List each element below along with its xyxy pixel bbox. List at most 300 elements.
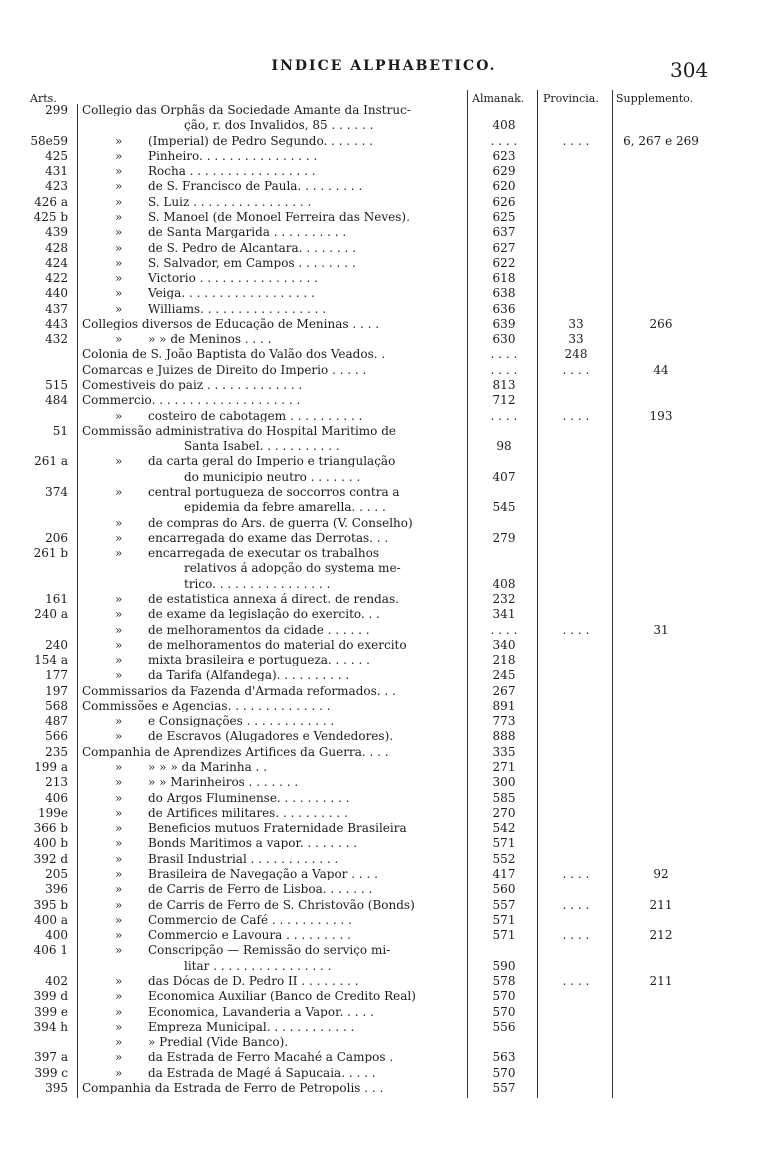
almanak-page: 623 xyxy=(492,148,516,163)
entry-text: Economica, Lavanderia a Vapor. . . . . xyxy=(148,1005,374,1018)
almanak-page: 627 xyxy=(492,240,516,255)
table-row xyxy=(0,226,768,238)
art-number: 432 xyxy=(45,332,68,347)
entry-text: Companhia de Aprendizes Artifices da Guerra. . . . xyxy=(82,745,389,758)
provincia-page: 33 xyxy=(568,316,584,331)
entry-text: de Artifices militares. . . . . . . . . . xyxy=(148,806,348,819)
almanak-page: 270 xyxy=(492,805,516,820)
almanak-page: 98 xyxy=(496,439,512,454)
art-number: 428 xyxy=(45,240,68,255)
table-row xyxy=(0,746,768,758)
entry-text: Commercio de Café . . . . . . . . . . . xyxy=(148,913,352,926)
table-row xyxy=(0,929,768,941)
ditto-mark: » xyxy=(115,989,123,1004)
entry-text: S. Luiz . . . . . . . . . . . . . . . . xyxy=(148,195,312,208)
entry-text: do Argos Fluminense. . . . . . . . . . xyxy=(148,791,350,804)
ditto-mark: » xyxy=(115,148,123,163)
almanak-page: 570 xyxy=(492,989,516,1004)
entry-text: (Imperial) de Pedro Segundo. . . . . . . xyxy=(148,134,374,147)
almanak-page: 571 xyxy=(492,836,516,851)
almanak-page: 773 xyxy=(492,714,516,729)
entry-text: de S. Pedro de Alcantara. . . . . . . . xyxy=(148,241,356,254)
art-number: 206 xyxy=(45,530,68,545)
entry-text: Pinheiro. . . . . . . . . . . . . . . . xyxy=(148,149,318,162)
ditto-mark: » xyxy=(115,637,123,652)
ditto-mark: » xyxy=(115,622,123,637)
art-number: 366 b xyxy=(33,821,68,836)
table-row xyxy=(0,410,768,422)
table-row xyxy=(0,455,768,467)
entry-text: Brasileira de Navegação a Vapor . . . . xyxy=(148,868,378,880)
table-row xyxy=(0,272,768,284)
ditto-mark: » xyxy=(115,408,123,423)
art-number: 406 1 xyxy=(33,943,68,958)
entry-text: central portugueza de soccorros contra a xyxy=(148,486,400,498)
table-row xyxy=(0,501,768,513)
art-number: 426 a xyxy=(34,194,68,209)
table-row xyxy=(0,944,768,956)
entry-text: de S. Francisco de Paula. . . . . . . . . xyxy=(148,180,363,193)
entry-text: Bonds Maritimos a vapor. . . . . . . . xyxy=(148,837,358,850)
art-number: 51 xyxy=(52,423,68,438)
page-title: INDICE ALPHABETICO. xyxy=(271,58,497,74)
table-row xyxy=(0,165,768,177)
table-row xyxy=(0,119,768,131)
art-number: 487 xyxy=(45,714,68,729)
table-row xyxy=(0,914,768,926)
almanak-page: . . . . xyxy=(490,133,518,148)
art-number: 58e59 xyxy=(30,133,68,148)
column-header-provincia: Provincia. xyxy=(543,92,599,105)
almanak-page: 542 xyxy=(492,821,516,836)
art-number: 443 xyxy=(45,316,68,331)
ditto-mark: » xyxy=(115,515,123,530)
almanak-page: 408 xyxy=(492,118,516,133)
entry-text: Commercio e Lavoura . . . . . . . . . xyxy=(148,929,351,942)
provincia-page: 33 xyxy=(568,332,584,347)
art-number: 424 xyxy=(45,255,68,270)
almanak-page: 563 xyxy=(492,1050,516,1065)
almanak-page: 407 xyxy=(492,469,516,484)
ditto-mark: » xyxy=(115,836,123,851)
art-number: 394 h xyxy=(33,1019,68,1034)
table-row xyxy=(0,471,768,483)
ditto-mark: » xyxy=(115,821,123,836)
ditto-mark: » xyxy=(115,209,123,224)
ditto-mark: » xyxy=(115,897,123,912)
art-number: 439 xyxy=(45,225,68,240)
almanak-page: 300 xyxy=(492,775,516,790)
almanak-page: 571 xyxy=(492,928,516,943)
art-number: 199 a xyxy=(34,760,68,775)
table-row xyxy=(0,547,768,559)
table-row xyxy=(0,1051,768,1063)
almanak-page: 570 xyxy=(492,1004,516,1019)
ditto-mark: » xyxy=(115,653,123,668)
entry-text: Victorio . . . . . . . . . . . . . . . . xyxy=(148,272,318,285)
almanak-page: 620 xyxy=(492,179,516,194)
art-number: 399 c xyxy=(34,1065,68,1080)
almanak-page: 557 xyxy=(492,1080,516,1095)
entry-text: Collegios diversos de Educação de Meninas . . . . xyxy=(82,317,380,330)
ditto-mark: » xyxy=(115,286,123,301)
table-row xyxy=(0,562,768,574)
entry-text: Colonia de S. João Baptista do Valão dos Veados. . xyxy=(82,348,386,361)
almanak-page: 813 xyxy=(492,378,516,393)
table-row xyxy=(0,394,768,406)
ditto-mark: » xyxy=(115,760,123,775)
supplemento-page: 211 xyxy=(649,973,673,988)
ditto-mark: » xyxy=(115,607,123,622)
supplemento-page: 193 xyxy=(649,408,673,423)
entry-text: da Estrada de Ferro Macahé a Campos . xyxy=(148,1051,394,1064)
entry-text: costeiro de cabotagem . . . . . . . . . . xyxy=(148,409,363,422)
art-number: 400 xyxy=(45,928,68,943)
art-number: 396 xyxy=(45,882,68,897)
ditto-mark: » xyxy=(115,1035,123,1050)
almanak-page: . . . . xyxy=(490,362,518,377)
ditto-mark: » xyxy=(115,164,123,179)
table-row xyxy=(0,348,768,360)
ditto-mark: » xyxy=(115,301,123,316)
entry-text: da carta geral do Imperio e triangulação xyxy=(148,455,396,468)
ditto-mark: » xyxy=(115,454,123,469)
almanak-page: 636 xyxy=(492,301,516,316)
almanak-page: 545 xyxy=(492,500,516,515)
entry-text: litar . . . . . . . . . . . . . . . . xyxy=(184,959,332,972)
ditto-mark: » xyxy=(115,133,123,148)
provincia-page: 248 xyxy=(564,347,588,362)
entry-text: da Tarifa (Alfandega). . . . . . . . . . xyxy=(148,669,350,682)
almanak-page: 629 xyxy=(492,164,516,179)
table-row xyxy=(0,578,768,590)
almanak-page: 618 xyxy=(492,271,516,286)
entry-text: Williams. . . . . . . . . . . . . . . . . xyxy=(148,302,327,315)
ditto-mark: » xyxy=(115,240,123,255)
almanak-page: 639 xyxy=(492,316,516,331)
supplemento-page: 211 xyxy=(649,897,673,912)
entry-text: das Dócas de D. Pedro II . . . . . . . . xyxy=(148,974,359,987)
almanak-page: 888 xyxy=(492,729,516,744)
table-row xyxy=(0,960,768,972)
entry-text: de compras do Ars. de guerra (V. Conselho) xyxy=(148,516,413,529)
entry-text: encarregada do exame das Derrotas. . . xyxy=(148,531,389,544)
table-row xyxy=(0,593,768,605)
entry-text: Commissarios da Fazenda d'Armada reformados. . . xyxy=(82,684,396,697)
table-row xyxy=(0,150,768,162)
entry-text: de estatistica annexa á direct. de rendas. xyxy=(148,592,399,605)
entry-text: Santa Isabel. . . . . . . . . . . xyxy=(184,440,340,453)
entry-text: » Predial (Vide Banco). xyxy=(148,1036,289,1049)
entry-text: mixta brasileira e portugueza. . . . . . xyxy=(148,654,370,667)
art-number: 515 xyxy=(45,378,68,393)
almanak-page: 625 xyxy=(492,209,516,224)
almanak-page: 245 xyxy=(492,668,516,683)
table-row xyxy=(0,333,768,345)
almanak-page: 335 xyxy=(492,744,516,759)
entry-text: de Santa Margarida . . . . . . . . . . xyxy=(148,226,347,239)
table-row xyxy=(0,1021,768,1033)
art-number: 423 xyxy=(45,179,68,194)
art-number: 400 b xyxy=(33,836,68,851)
entry-text: Companhia da Estrada de Ferro de Petropolis . . . xyxy=(82,1081,384,1094)
almanak-page: 626 xyxy=(492,194,516,209)
ditto-mark: » xyxy=(115,255,123,270)
table-row xyxy=(0,883,768,895)
art-number: 177 xyxy=(45,668,68,683)
ditto-mark: » xyxy=(115,973,123,988)
table-row xyxy=(0,608,768,620)
supplemento-page: 44 xyxy=(653,362,669,377)
entry-text: Economica Auxiliar (Banco de Credito Real) xyxy=(148,990,416,1003)
ditto-mark: » xyxy=(115,1050,123,1065)
almanak-page: 571 xyxy=(492,912,516,927)
table-row xyxy=(0,761,768,773)
almanak-page: 552 xyxy=(492,851,516,866)
supplemento-page: 31 xyxy=(653,622,669,637)
table-row xyxy=(0,517,768,529)
entry-text: de melhoramentos da cidade . . . . . . xyxy=(148,623,370,636)
provincia-page: . . . . xyxy=(562,897,590,912)
table-row xyxy=(0,899,768,911)
entry-text: Comestiveis do paiz . . . . . . . . . . . . . xyxy=(82,379,303,392)
ditto-mark: » xyxy=(115,591,123,606)
ditto-mark: » xyxy=(115,194,123,209)
almanak-page: 630 xyxy=(492,332,516,347)
entry-text: Brasil Industrial . . . . . . . . . . . . xyxy=(148,852,339,865)
entry-text: Empreza Municipal. . . . . . . . . . . . xyxy=(148,1020,355,1033)
entry-text: de Escravos (Alugadores e Vendedores). xyxy=(148,730,394,743)
art-number: 240 a xyxy=(34,607,68,622)
art-number: 400 a xyxy=(34,912,68,927)
entry-text: S. Salvador, em Campos . . . . . . . . xyxy=(148,256,356,269)
table-row xyxy=(0,242,768,254)
ditto-mark: » xyxy=(115,1065,123,1080)
ditto-mark: » xyxy=(115,332,123,347)
entry-text: Rocha . . . . . . . . . . . . . . . . . xyxy=(148,165,316,178)
almanak-page: 590 xyxy=(492,958,516,973)
table-row xyxy=(0,685,768,697)
entry-text: Conscripção — Remissão do serviço mi- xyxy=(148,944,391,957)
art-number: 395 xyxy=(45,1080,68,1095)
entry-text: Commissões e Agencias. . . . . . . . . . . . . . xyxy=(82,699,331,712)
ditto-mark: » xyxy=(115,805,123,820)
almanak-page: 570 xyxy=(492,1065,516,1080)
provincia-page: . . . . xyxy=(562,973,590,988)
entry-text: de melhoramentos do material do exercito xyxy=(148,638,407,651)
almanak-page: 560 xyxy=(492,882,516,897)
table-row xyxy=(0,135,768,147)
entry-text: da Estrada de Magé á Sapucaia. . . . . xyxy=(148,1066,376,1079)
art-number: 213 xyxy=(45,775,68,790)
table-row xyxy=(0,425,768,437)
almanak-page: 557 xyxy=(492,897,516,912)
ditto-mark: » xyxy=(115,271,123,286)
entry-text: » » de Meninos . . . . xyxy=(148,333,272,346)
almanak-page: 271 xyxy=(492,760,516,775)
table-row xyxy=(0,486,768,498)
table-row xyxy=(0,104,768,116)
art-number: 425 xyxy=(45,148,68,163)
table-row xyxy=(0,1036,768,1048)
almanak-page: 417 xyxy=(492,867,516,881)
table-row xyxy=(0,792,768,804)
table-row xyxy=(0,837,768,849)
entry-text: Comarcas e Juizes de Direito do Imperio . . . . . xyxy=(82,363,367,376)
almanak-page: . . . . xyxy=(490,347,518,362)
column-header-almanak: Almanak. xyxy=(472,92,525,105)
provincia-page: . . . . xyxy=(562,622,590,637)
ditto-mark: » xyxy=(115,867,123,881)
table-row xyxy=(0,1082,768,1094)
table-row xyxy=(0,853,768,865)
ditto-mark: » xyxy=(115,1004,123,1019)
entry-text: trico. . . . . . . . . . . . . . . . xyxy=(184,577,331,590)
table-row xyxy=(0,440,768,452)
provincia-page: . . . . xyxy=(562,362,590,377)
table-row xyxy=(0,624,768,636)
art-number: 399 d xyxy=(33,989,68,1004)
ditto-mark: » xyxy=(115,225,123,240)
table-row xyxy=(0,654,768,666)
almanak-page: 340 xyxy=(492,637,516,652)
table-row xyxy=(0,287,768,299)
art-number: 299 xyxy=(45,103,68,117)
almanak-page: 556 xyxy=(492,1019,516,1034)
ditto-mark: » xyxy=(115,882,123,897)
table-row xyxy=(0,257,768,269)
almanak-page: 218 xyxy=(492,653,516,668)
art-number: 402 xyxy=(45,973,68,988)
provincia-page: . . . . xyxy=(562,133,590,148)
ditto-mark: » xyxy=(115,1019,123,1034)
table-row xyxy=(0,211,768,223)
art-number: 399 e xyxy=(34,1004,68,1019)
almanak-page: 622 xyxy=(492,255,516,270)
entry-text: Commercio. . . . . . . . . . . . . . . . . . . . xyxy=(82,394,301,407)
ditto-mark: » xyxy=(115,485,123,499)
table-row xyxy=(0,868,768,880)
almanak-page: 341 xyxy=(492,607,516,622)
almanak-page: 712 xyxy=(492,393,516,408)
entry-text: Veiga. . . . . . . . . . . . . . . . . . xyxy=(148,287,315,300)
almanak-page: 267 xyxy=(492,683,516,698)
table-row xyxy=(0,1006,768,1018)
table-row xyxy=(0,730,768,742)
art-number: 392 d xyxy=(33,851,68,866)
table-row xyxy=(0,669,768,681)
almanak-page: 408 xyxy=(492,576,516,591)
table-row xyxy=(0,700,768,712)
table-row xyxy=(0,639,768,651)
entry-text: de Carris de Ferro de Lisboa. . . . . . . xyxy=(148,883,373,896)
art-number: 235 xyxy=(45,744,68,759)
table-row xyxy=(0,303,768,315)
provincia-page: . . . . xyxy=(562,867,590,881)
entry-text: ção, r. dos Invalidos, 85 . . . . . . xyxy=(184,119,374,132)
table-row xyxy=(0,379,768,391)
column-header-supplemento: Supplemento. xyxy=(616,92,694,105)
entry-text: Beneficios mutuos Fraternidade Brasileira xyxy=(148,822,407,835)
supplemento-page: 92 xyxy=(653,867,669,881)
entry-text: de Carris de Ferro de S. Christovão (Bonds) xyxy=(148,898,415,911)
almanak-page: 279 xyxy=(492,530,516,545)
entry-text: Commissão administrativa do Hospital Maritimo de xyxy=(82,424,397,437)
table-row xyxy=(0,776,768,788)
ditto-mark: » xyxy=(115,851,123,866)
table-row xyxy=(0,532,768,544)
almanak-page: 232 xyxy=(492,591,516,606)
art-number: 374 xyxy=(45,485,68,499)
table-row xyxy=(0,807,768,819)
table-row xyxy=(0,364,768,376)
table-row xyxy=(0,990,768,1002)
entry-text: Collegio das Orphãs da Sociedade Amante da Instruc- xyxy=(82,104,411,116)
entry-text: » » » da Marinha . . xyxy=(148,761,268,774)
art-number: 261 b xyxy=(33,546,68,561)
art-number: 199e xyxy=(37,805,68,820)
art-number: 397 a xyxy=(34,1050,68,1065)
table-row xyxy=(0,975,768,987)
art-number: 440 xyxy=(45,286,68,301)
ditto-mark: » xyxy=(115,729,123,744)
ditto-mark: » xyxy=(115,912,123,927)
art-number: 154 a xyxy=(34,653,68,668)
ditto-mark: » xyxy=(115,179,123,194)
table-row xyxy=(0,715,768,727)
art-number: 566 xyxy=(45,729,68,744)
art-number: 261 a xyxy=(34,454,68,469)
art-number: 161 xyxy=(45,591,68,606)
entry-text: relativos á adopção do systema me- xyxy=(184,562,401,575)
table-row xyxy=(0,196,768,208)
entry-text: » » Marinheiros . . . . . . . xyxy=(148,776,299,789)
almanak-page: 637 xyxy=(492,225,516,240)
art-number: 437 xyxy=(45,301,68,316)
almanak-page: 585 xyxy=(492,790,516,805)
column-header-arts: Arts. xyxy=(30,92,57,105)
table-row xyxy=(0,180,768,192)
supplemento-page: 212 xyxy=(649,928,673,943)
art-number: 484 xyxy=(45,393,68,408)
almanak-page: 638 xyxy=(492,286,516,301)
art-number: 422 xyxy=(45,271,68,286)
entry-text: de exame da legislação do exercito. . . xyxy=(148,608,380,621)
almanak-page: 891 xyxy=(492,698,516,713)
almanak-page: . . . . xyxy=(490,408,518,423)
entry-text: S. Manoel (de Monoel Ferreira das Neves). xyxy=(148,210,410,223)
almanak-page: . . . . xyxy=(490,622,518,637)
almanak-page: 578 xyxy=(492,973,516,988)
supplemento-page: 6, 267 e 269 xyxy=(623,133,699,148)
ditto-mark: » xyxy=(115,943,123,958)
entry-text: do municipio neutro . . . . . . . xyxy=(184,470,361,483)
art-number: 197 xyxy=(45,683,68,698)
entry-text: e Consignações . . . . . . . . . . . . xyxy=(148,715,335,728)
supplemento-page: 266 xyxy=(649,316,673,331)
provincia-page: . . . . xyxy=(562,928,590,943)
art-number: 240 xyxy=(45,637,68,652)
ditto-mark: » xyxy=(115,790,123,805)
provincia-page: . . . . xyxy=(562,408,590,423)
art-number: 568 xyxy=(45,698,68,713)
art-number: 395 b xyxy=(33,897,68,912)
ditto-mark: » xyxy=(115,530,123,545)
table-row xyxy=(0,318,768,330)
page-number: 304 xyxy=(670,58,709,82)
art-number: 406 xyxy=(45,790,68,805)
ditto-mark: » xyxy=(115,714,123,729)
